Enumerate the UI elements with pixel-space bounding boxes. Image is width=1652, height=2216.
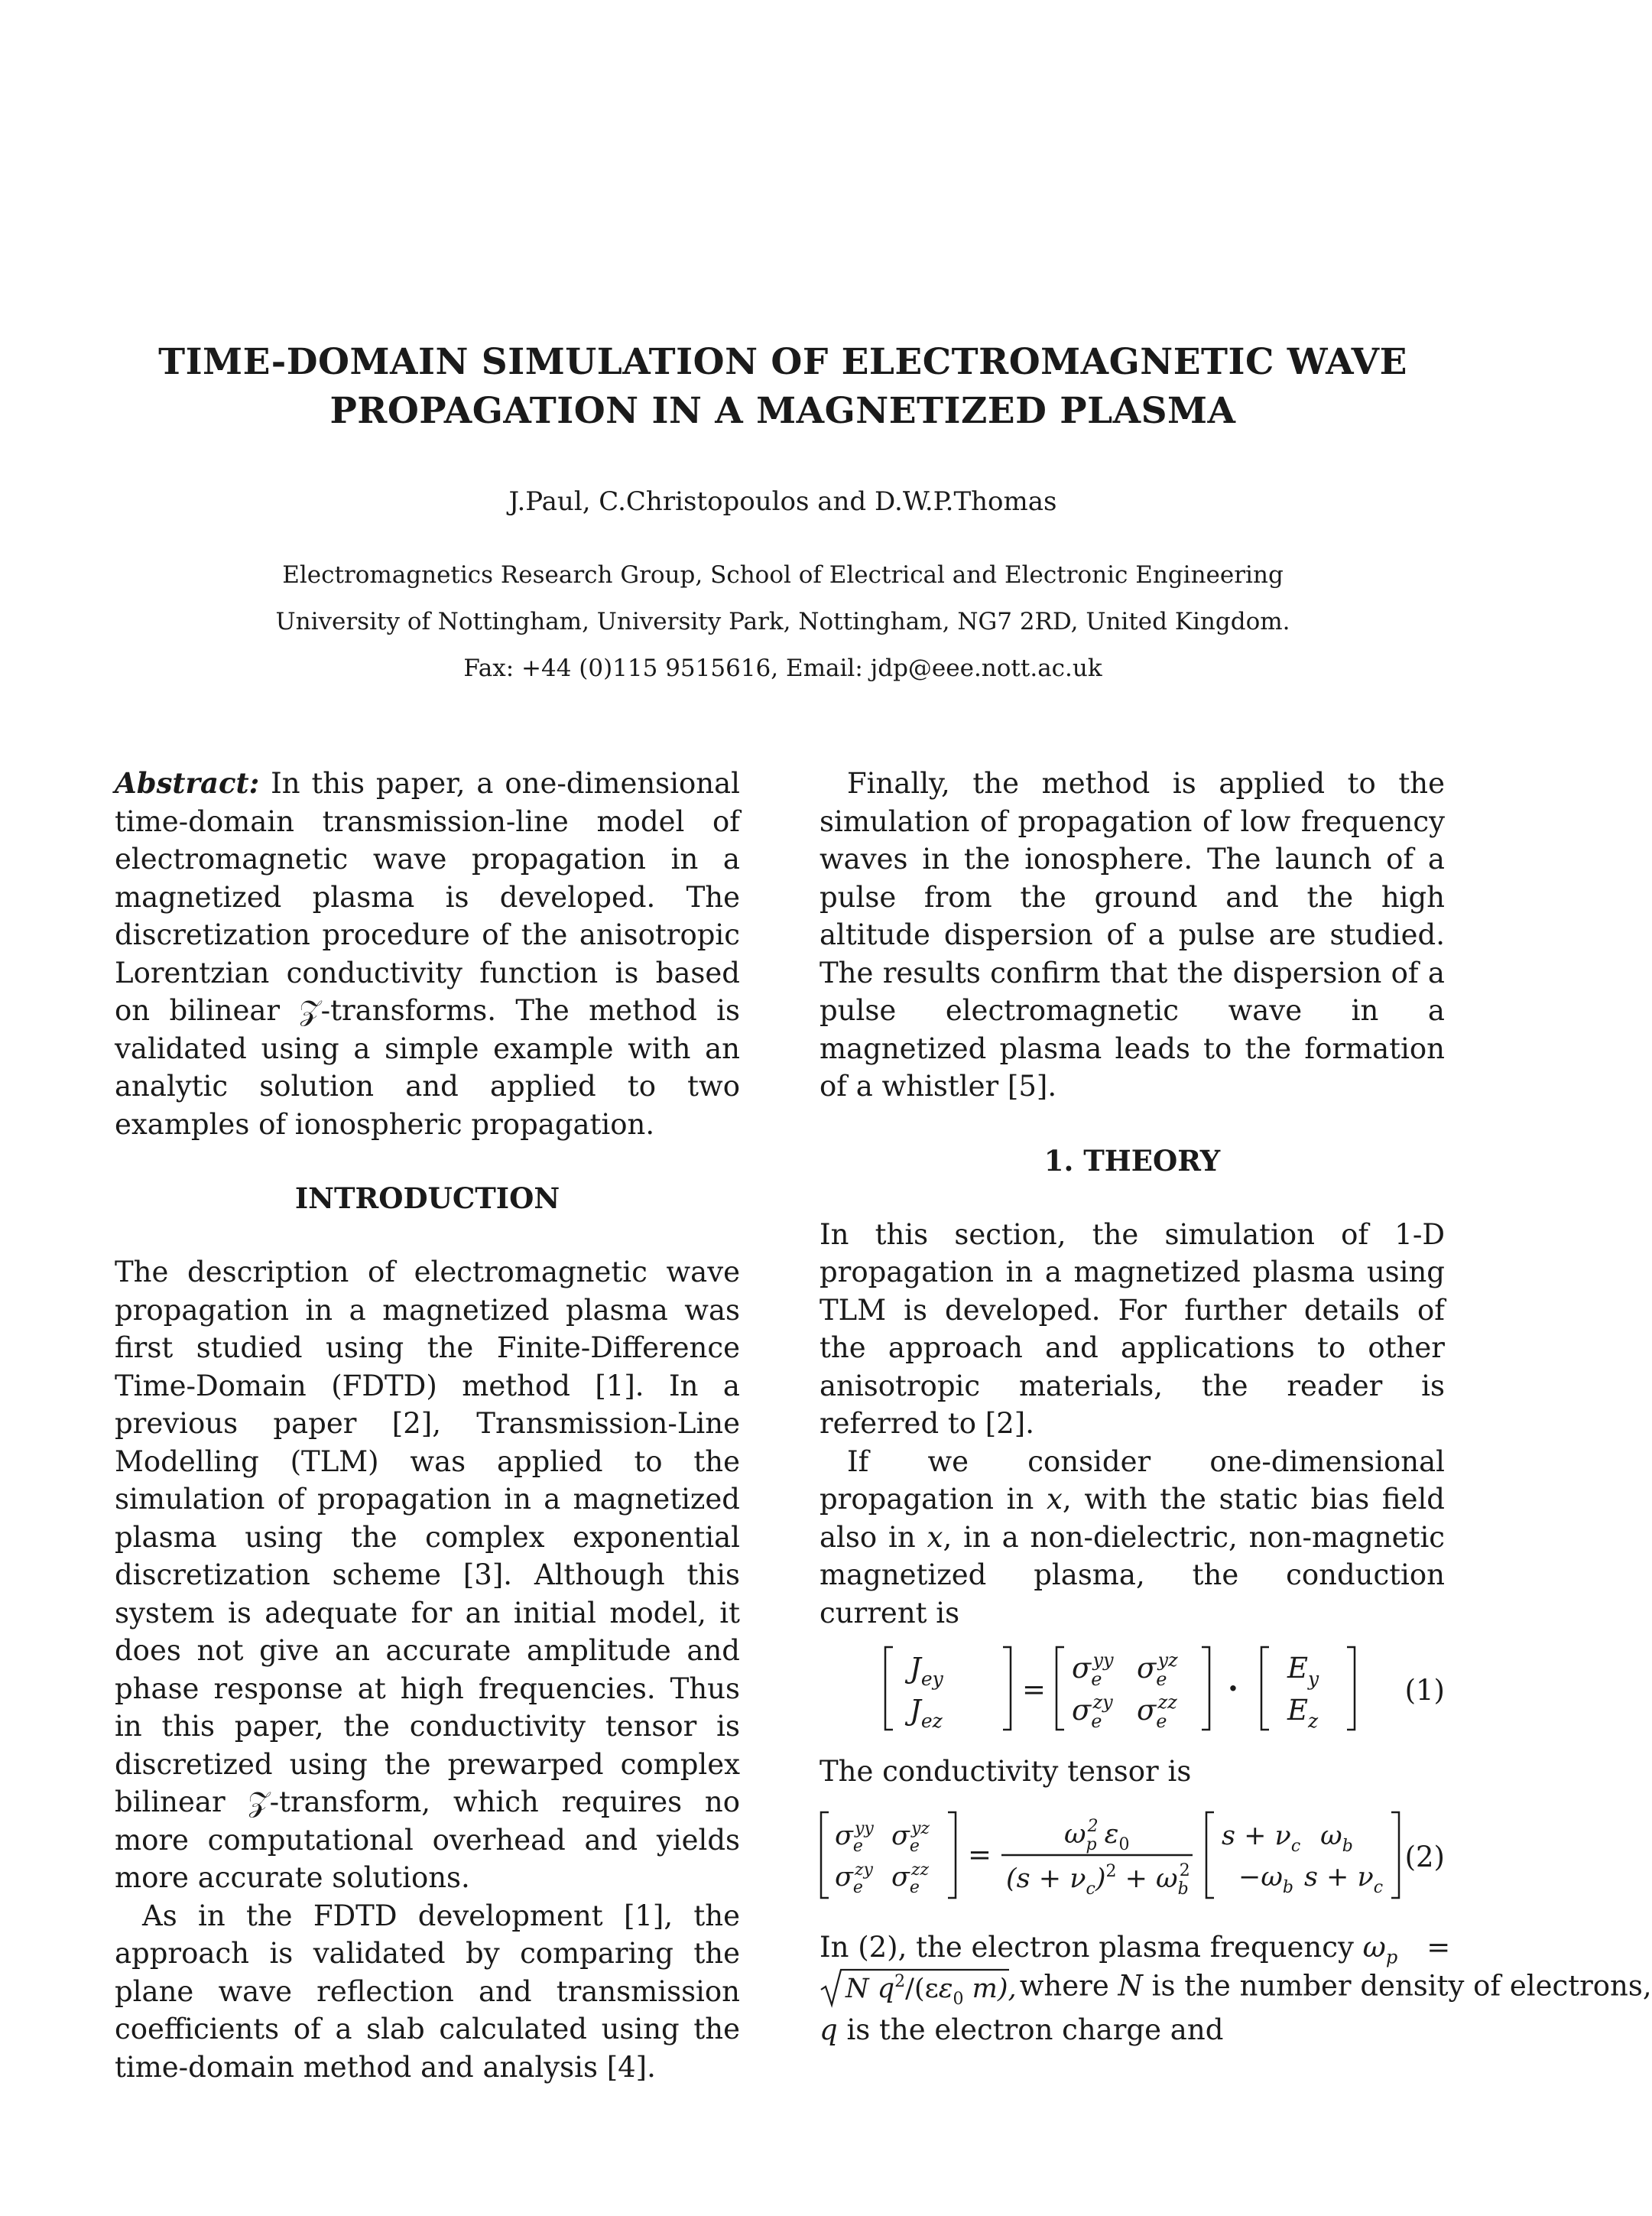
svg-text:·: · xyxy=(1228,1671,1238,1707)
conductivity-tensor-text: The conductivity tensor is xyxy=(820,1755,1192,1788)
omega-p-symbol: $\omega_p$ xyxy=(1362,1930,1398,1967)
svg-text:=: = xyxy=(968,1837,992,1871)
right-column xyxy=(820,765,1652,2046)
svg-text:s + νcωb: $s + \nu_c$ $\omega_b$ xyxy=(1222,1820,1353,1856)
equation-1-graphic xyxy=(820,1639,1355,1739)
svg-text:σezy: $\sigma_ezy$ xyxy=(835,1860,873,1897)
sqrt-expression xyxy=(820,1967,1017,2010)
svg-text:σezz: $\sigma_ezz$ xyxy=(891,1860,930,1897)
svg-text:Ez: $E_z$ xyxy=(1287,1694,1319,1732)
svg-text:σezz: $\sigma_ezz$ xyxy=(1137,1691,1177,1732)
svg-text:Jey: $J_{ey}$ xyxy=(910,1652,943,1690)
title-line-1: TIME-DOMAIN SIMULATION OF ELECTROMAGNETIC WAVE xyxy=(158,341,1407,383)
right-paragraph-1: Finally, the method is applied to the simulation of propagation of low frequency waves in the ionosphere. The launch of a pulse from the ground and the high altitude dispersion of a pulse are studied. The results confirm that the dispersion of a pulse electromagnetic wave in a magnetized plasma leads to the formation of a whistler [5]. xyxy=(820,767,1445,1103)
plasma-frequency-paragraph: In (2), the electron plasma frequency $\omega_p$ = N $q^2/(\varepsilon\varepsilon_0$ m), where N is the number density of electrons, q is the electron charge and xyxy=(820,1930,1652,2046)
svg-text:Jez: $J_{ez}$ xyxy=(910,1694,943,1732)
affiliation-line-3: Fax: +44 (0)115 9515616, Email: jdp@eee.nott.ac.uk xyxy=(463,655,1102,682)
abstract-label: Abstract: xyxy=(115,766,260,800)
affiliation-line-2: University of Nottingham, University Park, Nottingham, NG7 2RD, United Kingdom. xyxy=(275,608,1290,635)
title-line-2: PROPAGATION IN A MAGNETIZED PLASMA xyxy=(329,390,1236,432)
abstract-text: In this paper, a one-dimensional time-domain transmission-line model of electromagnetic wave propagation in a magnetized plasma is developed. The discretization procedure of the anisotropic Lorentzian conductivity function is based on bilinear 𝒵-transforms. The method is validated using a simple example with an analytic solution and applied to two examples of ionospheric propagation. xyxy=(115,767,740,1141)
svg-text:σeyz: $\sigma_eyz$ xyxy=(891,1818,930,1856)
svg-text:σeyz: $\sigma_eyz$ xyxy=(1137,1649,1178,1690)
affiliation xyxy=(115,552,1451,692)
svg-text:Ey: $E_y$ xyxy=(1287,1652,1319,1690)
equation-1-number: (1) xyxy=(1404,1674,1445,1707)
left-column xyxy=(115,765,740,2086)
theory-paragraph-2: If we consider one-dimensional propagation in x, with the static bias field also in x, in a non-dielectric, non-magnetic magnetized plasma, the conduction current is xyxy=(820,1444,1445,1630)
equation-2 xyxy=(820,1806,1445,1906)
paper-title xyxy=(115,338,1451,436)
svg-text:(s + νc)2 + ωb2: $(s + \nu_c)^2 + \omega_b2$ xyxy=(1006,1860,1190,1899)
section-heading-introduction: INTRODUCTION xyxy=(294,1181,560,1215)
svg-text:ωp2ε0: $\omega_p2$ $\varepsilon_0$ xyxy=(1064,1816,1130,1854)
svg-text:σeyy: $\sigma_eyy$ xyxy=(1072,1649,1114,1690)
theory-paragraph-1: In this section, the simulation of 1-D propagation in a magnetized plasma using TLM is developed. For further details of the approach and applications to other anisotropic materials, the reader is referred to [2]. xyxy=(820,1217,1445,1440)
intro-paragraph-1: The description of electromagnetic wave propagation in a magnetized plasma was first studied using the Finite-Difference Time-Domain (FDTD) method [1]. In a previous paper [2], Transmission-Line Modelling (TLM) was applied to the simulation of propagation in a magnetized plasma using the complex exponential discretization scheme [3]. Although this system is adequate for an initial model, it does not give an accurate amplitude and phase response at high frequencies. Thus in this paper, the conductivity tensor is discretized using the prewarped complex bilinear 𝒵-transform, which requires no more computational overhead and yields more accurate solutions. xyxy=(115,1256,740,1894)
equation-2-number: (2) xyxy=(1404,1840,1445,1873)
section-heading-theory: 1. THEORY xyxy=(1043,1143,1221,1178)
svg-text:−ωbs + νc: $-\omega_b$ $s + \nu_c$ xyxy=(1238,1861,1384,1897)
svg-text:N q2/(εε0 m),: N $q^2/(\varepsilon\varepsilon_0$ m), xyxy=(845,1971,1017,2009)
authors: J.Paul, C.Christopoulos and D.W.P.Thomas xyxy=(508,486,1057,517)
plasma-text-a: In (2), the electron plasma frequency xyxy=(820,1930,1363,1964)
abstract xyxy=(115,765,740,1143)
affiliation-line-1: Electromagnetics Research Group, School of Electrical and Electronic Engineering xyxy=(282,561,1284,589)
equation-1 xyxy=(820,1639,1445,1739)
svg-text:σeyy: $\sigma_eyy$ xyxy=(835,1818,874,1856)
svg-text:=: = xyxy=(1022,1673,1047,1706)
intro-paragraph-2: As in the FDTD development [1], the approach is validated by comparing the plane wave reflection and transmission coefficients of a slab calculated using the time-domain method and analysis [4]. xyxy=(115,1899,740,2084)
svg-text:σezy: $\sigma_ezy$ xyxy=(1072,1691,1113,1732)
equation-2-graphic xyxy=(820,1806,1408,1906)
